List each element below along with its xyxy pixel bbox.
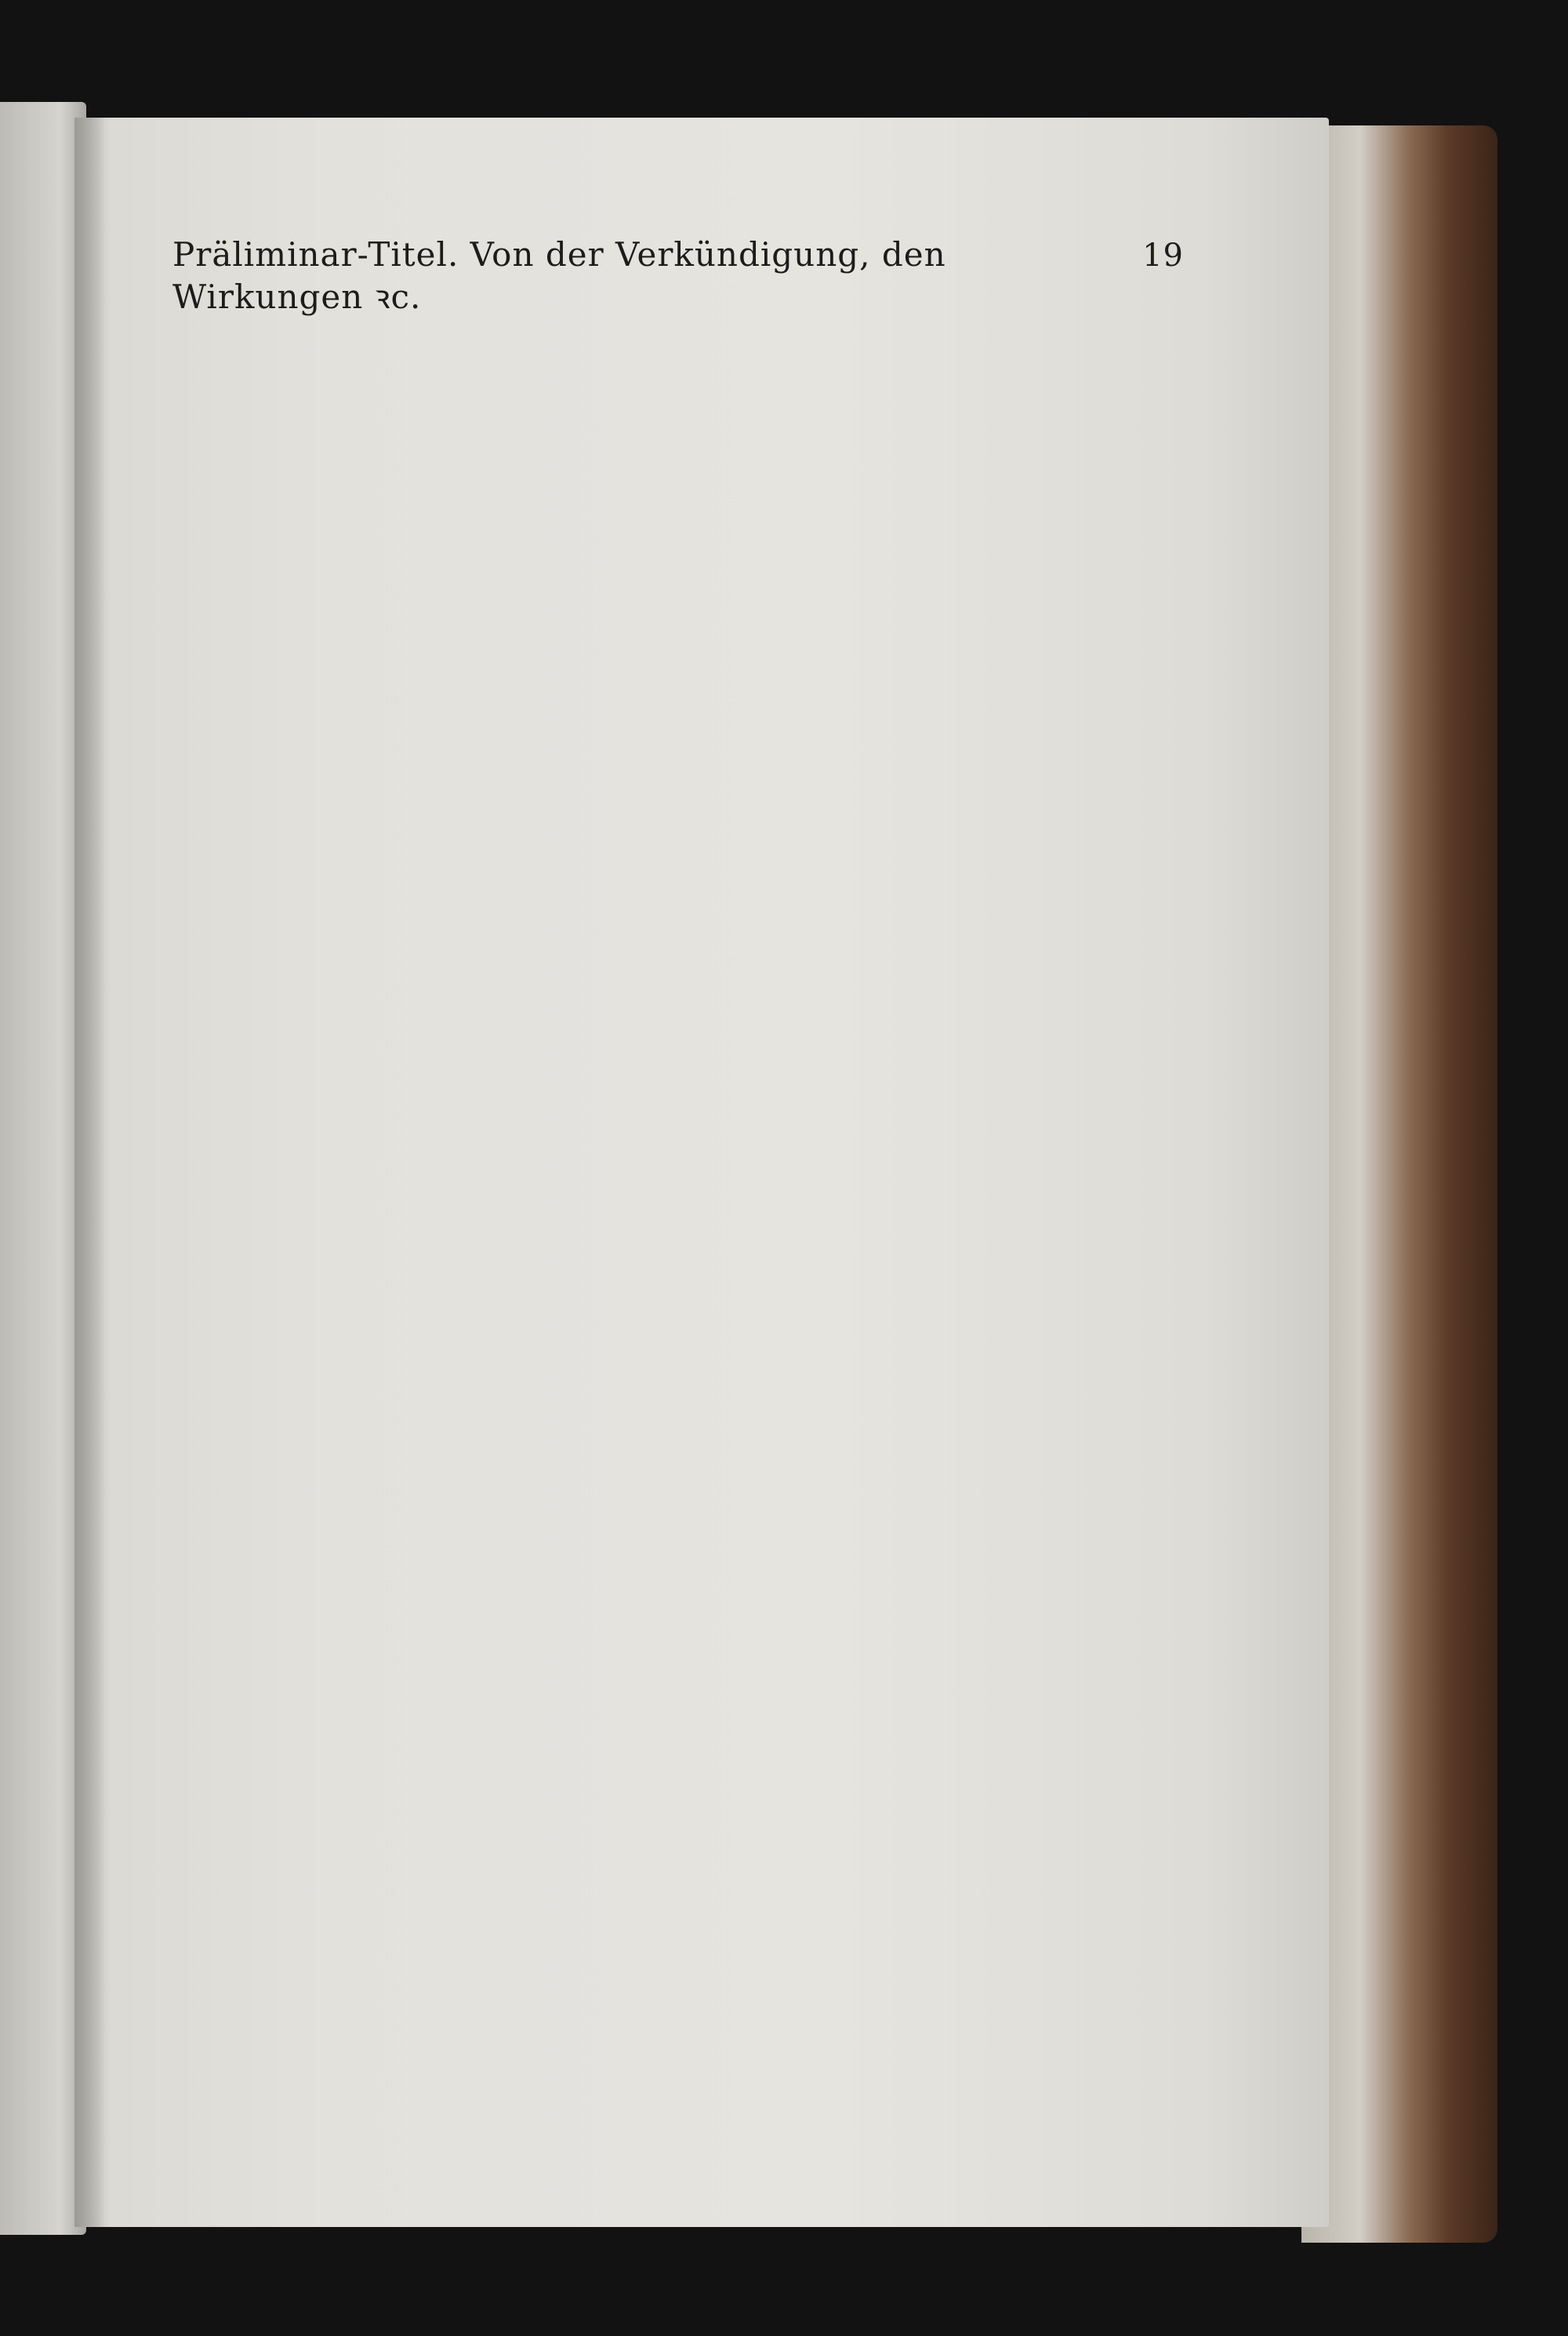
- running-header: [172, 235, 1184, 318]
- book-page: [74, 118, 1329, 2227]
- page-gutter-shadow: [74, 118, 106, 2227]
- running-title: Präliminar-Titel. Von der Verkündigung, den Wirkungen ꝛc.: [172, 235, 946, 316]
- facing-page-margin-marks: [3, 102, 27, 2235]
- page-text-column: [172, 235, 1184, 326]
- book-fore-edge: [1301, 125, 1497, 2243]
- page-number: 19: [1142, 238, 1184, 274]
- facing-page-edge: [0, 102, 86, 2235]
